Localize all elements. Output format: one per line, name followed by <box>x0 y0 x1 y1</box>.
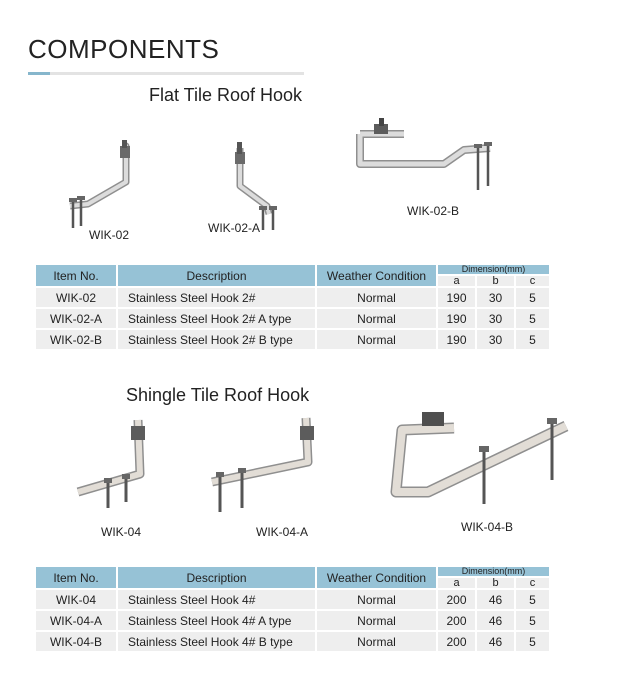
table-row <box>36 309 549 328</box>
cell-description: Stainless Steel Hook 4# B type <box>118 632 315 651</box>
hook-wik-04-a-illustration <box>202 412 330 516</box>
flat-section-title: Flat Tile Roof Hook <box>149 85 303 105</box>
table-row <box>36 288 549 307</box>
cell-b: 46 <box>477 590 514 609</box>
cell-item: WIK-02-B <box>36 330 116 349</box>
hook-wik-02-a-illustration <box>215 142 295 232</box>
col-header-a: a <box>438 276 475 286</box>
caption-wik-02-a: WIK-02-A <box>208 221 261 235</box>
cell-a: 190 <box>438 288 475 307</box>
col-header-item: Item No. <box>36 265 116 286</box>
cell-item: WIK-04-B <box>36 632 116 651</box>
col-header-weather: Weather Condition <box>317 567 436 588</box>
cell-description: Stainless Steel Hook 2# <box>118 288 315 307</box>
caption-wik-04: WIK-04 <box>101 525 142 539</box>
col-header-b: b <box>477 578 514 588</box>
cell-c: 5 <box>516 590 549 609</box>
table-row <box>36 611 549 630</box>
caption-wik-04-a: WIK-04-A <box>256 525 309 539</box>
hook-wik-04-illustration <box>68 412 160 512</box>
table-row <box>36 632 549 651</box>
cell-description: Stainless Steel Hook 4# <box>118 590 315 609</box>
cell-b: 30 <box>477 288 514 307</box>
hook-wik-02-b-illustration <box>352 118 502 200</box>
cell-a: 200 <box>438 632 475 651</box>
col-header-c: c <box>516 276 549 286</box>
cell-a: 190 <box>438 330 475 349</box>
page-title: COMPONENTS <box>28 34 220 64</box>
cell-description: Stainless Steel Hook 4# A type <box>118 611 315 630</box>
cell-b: 46 <box>477 632 514 651</box>
cell-item: WIK-02-A <box>36 309 116 328</box>
cell-c: 5 <box>516 309 549 328</box>
col-header-description: Description <box>118 265 315 286</box>
hook-wik-02-illustration <box>52 140 152 232</box>
cell-a: 190 <box>438 309 475 328</box>
col-header-weather: Weather Condition <box>317 265 436 286</box>
col-header-c: c <box>516 578 549 588</box>
cell-item: WIK-04-A <box>36 611 116 630</box>
col-header-b: b <box>477 276 514 286</box>
caption-wik-02: WIK-02 <box>89 228 130 242</box>
cell-weather: Normal <box>317 288 436 307</box>
cell-weather: Normal <box>317 590 436 609</box>
title-underline <box>28 72 304 75</box>
cell-c: 5 <box>516 632 549 651</box>
cell-b: 30 <box>477 330 514 349</box>
cell-item: WIK-04 <box>36 590 116 609</box>
cell-c: 5 <box>516 330 549 349</box>
cell-a: 200 <box>438 611 475 630</box>
cell-item: WIK-02 <box>36 288 116 307</box>
cell-b: 46 <box>477 611 514 630</box>
shingle-section-title: Shingle Tile Roof Hook <box>126 385 310 405</box>
table-row <box>36 590 549 609</box>
cell-b: 30 <box>477 309 514 328</box>
cell-weather: Normal <box>317 611 436 630</box>
cell-weather: Normal <box>317 632 436 651</box>
flat-spec-table <box>34 263 551 351</box>
col-header-dimension: Dimension(mm) <box>438 567 549 576</box>
cell-c: 5 <box>516 611 549 630</box>
col-header-dimension: Dimension(mm) <box>438 265 549 274</box>
title-underline-accent <box>28 72 50 75</box>
cell-description: Stainless Steel Hook 2# B type <box>118 330 315 349</box>
shingle-spec-table <box>34 565 551 653</box>
col-header-description: Description <box>118 567 315 588</box>
hook-wik-04-b-illustration <box>388 400 574 510</box>
cell-a: 200 <box>438 590 475 609</box>
cell-description: Stainless Steel Hook 2# A type <box>118 309 315 328</box>
col-header-item: Item No. <box>36 567 116 588</box>
col-header-a: a <box>438 578 475 588</box>
cell-c: 5 <box>516 288 549 307</box>
cell-weather: Normal <box>317 309 436 328</box>
caption-wik-04-b: WIK-04-B <box>461 520 514 534</box>
cell-weather: Normal <box>317 330 436 349</box>
caption-wik-02-b: WIK-02-B <box>407 204 460 218</box>
table-row <box>36 330 549 349</box>
